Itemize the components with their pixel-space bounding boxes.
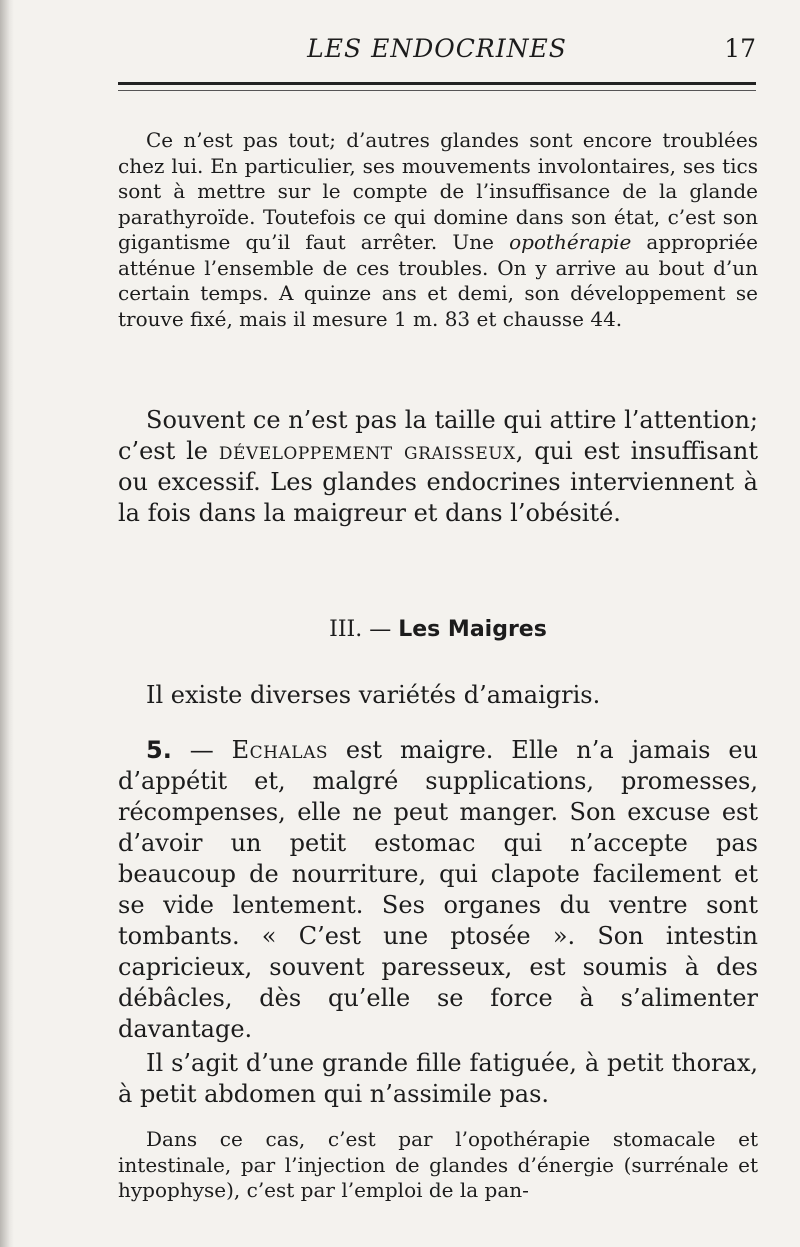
page-header [118,34,756,68]
page-number: 17 [724,34,756,63]
section-numeral: III. — [329,617,392,642]
paragraph-tired-girl: Il s’agit d’une grande fille fatiguée, à petit thorax, à petit abdomen qui n’assimile pas. [118,1049,758,1108]
smallcaps-term: développement graisseux [218,437,516,465]
paragraph-treatment: Dans ce cas, c’est par l’opothérapie stomacale et intestinale, par l’injection de glandes d’énergie (surrénale et hypophyse), c’est par l’emploi de la pan- [118,1127,758,1202]
header-rule-thick [118,82,756,85]
case-text: est maigre. Elle n’a jamais eu d’appétit et, malgré supplications, promesses, récompenses, elle ne peut manger. Son excuse est d’avoir un petit estomac qui n’accepte pas beaucoup de nourriture, qui clapote facilement et se vide lentement. Ses organes du ventre sont tombants. « C’est une ptosée ». Son intestin capricieux, souvent paresseux, est soumis à des débâcles, dès qu’elle se force à s’alimenter davantage. [118,736,758,1043]
running-title: LES ENDOCRINES [307,34,567,63]
case-dash: — [171,736,232,764]
patient-name: Echalas [231,736,328,764]
paragraph-fat-development [118,405,758,529]
case-number: 5. [146,736,172,764]
paragraph-gigantism-text-2: appropriée atténue l’ensemble de ces troubles. On y arrive au bout d’un certain temps. A quinze ans et demi, son développement se trouve fixé, mais il mesure 1 m. 83 et chausse 44. [118,230,758,331]
paragraph-gigantism [118,128,758,332]
section-title: Les Maigres [398,617,547,642]
emphasis-opotherapie: opothérapie [509,230,632,254]
paragraph-fat-text-2: , qui est insuffisant ou excessif. Les glandes endocrines interviennent à la fois dans la maigreur et dans l’obésité. [118,437,759,527]
paragraph-varieties: Il existe diverses variétés d’amaigris. [146,681,601,709]
header-rule-thin [118,90,756,91]
section-heading [118,617,758,642]
paragraph-gigantism-text-1: Ce n’est pas tout; d’autres glandes sont encore troublées chez lui. En particulier, ses mouvements involontaires, ses tics sont à mettre sur le compte de l’insuffisance de la glande parathyroïde. Toutefois ce qui domine dans son état, c’est son gigantisme qu’il faut arrêter. Une [118,128,758,254]
binding-edge [0,0,14,1247]
paragraph-fat-text-1: Souvent ce n’est pas la taille qui attire l’attention; c’est le [118,406,758,465]
paragraph-case-5 [118,735,758,1045]
